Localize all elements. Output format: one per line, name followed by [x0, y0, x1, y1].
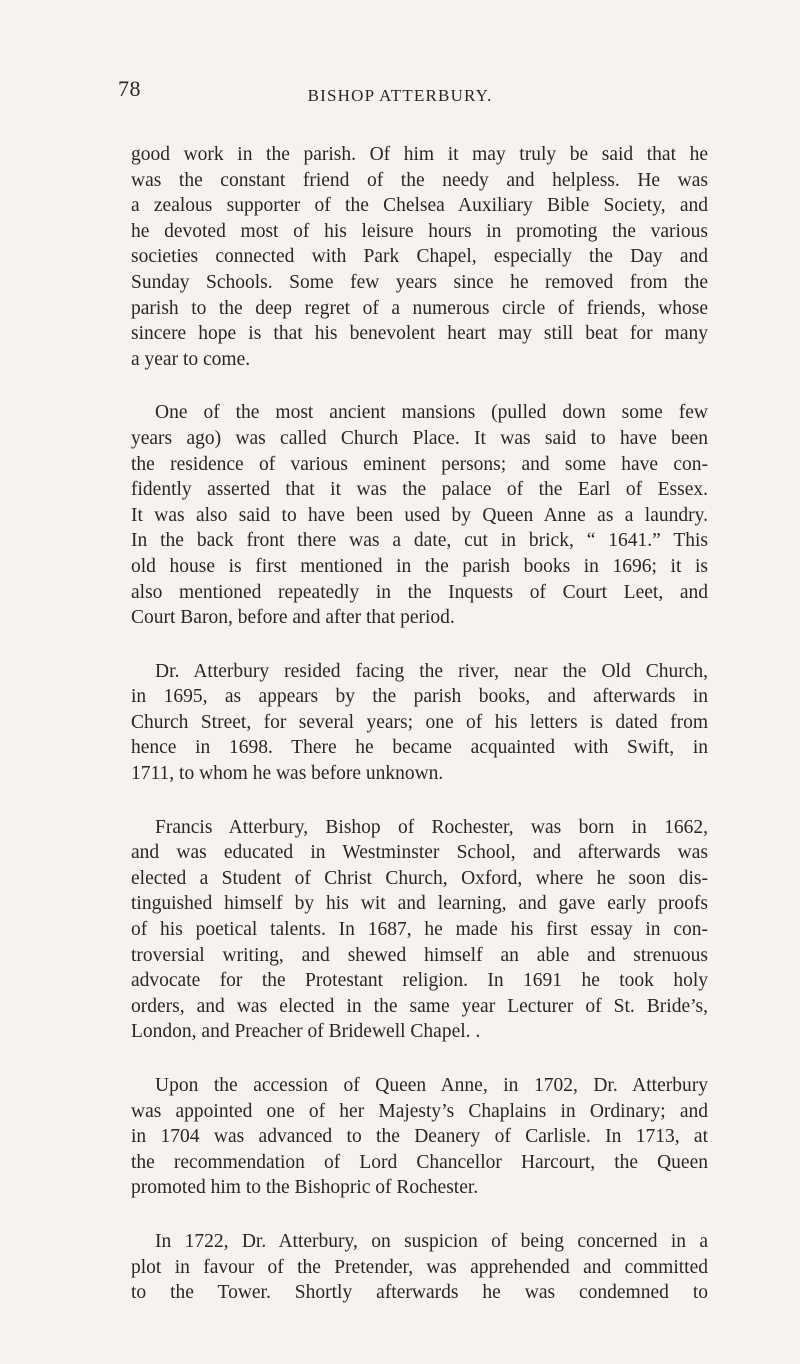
text-line: the recommendation of Lord Chancellor Harcourt, the Queen [131, 1151, 708, 1173]
text-line: One of the most ancient mansions (pulled down some few [155, 402, 708, 424]
text-line: in 1695, as appears by the parish books, and afterwards in [131, 686, 708, 708]
paragraph-2 [131, 400, 708, 630]
paragraph-5 [131, 1073, 708, 1201]
text-line: good work in the parish. Of him it may truly be said that he [131, 144, 708, 165]
text-line: years ago) was called Church Place. It was said to have been [131, 427, 708, 449]
text-line: Church Street, for several years; one of his letters is dated from [131, 711, 708, 733]
text-line: societies connected with Park Chapel, especially the Day and [131, 246, 708, 268]
text-line: sincere hope is that his benevolent heart may still beat for many [131, 323, 708, 345]
text-line: advocate for the Protestant religion. In 1691 he took holy [131, 970, 708, 992]
text-body [131, 142, 708, 1334]
text-line: fidently asserted that it was the palace of the Earl of Essex. [131, 479, 708, 501]
running-head: BISHOP ATTERBURY. [307, 86, 493, 105]
page-number: 78 [118, 76, 141, 101]
text-line: Sunday Schools. Some few years since he removed from the [131, 271, 708, 293]
text-line: London, and Preacher of Bridewell Chapel. . [131, 1021, 481, 1043]
text-line: Court Baron, before and after that period. [131, 607, 455, 629]
text-line: in 1704 was advanced to the Deanery of Carlisle. In 1713, at [131, 1126, 708, 1148]
text-line: a zealous supporter of the Chelsea Auxiliary Bible Society, and [131, 195, 708, 217]
text-line: and was educated in Westminster School, and afterwards was [131, 842, 708, 864]
text-line: 1711, to whom he was before unknown. [131, 763, 444, 785]
paragraph-1 [131, 142, 708, 372]
text-line: In the back front there was a date, cut in brick, “ 1641.” This [131, 530, 708, 552]
text-line: of his poetical talents. In 1687, he made his first essay in con- [131, 919, 708, 941]
paragraph-6 [131, 1229, 708, 1306]
text-line: the residence of various eminent persons; and some have con- [131, 453, 708, 475]
text-line: a year to come. [131, 348, 251, 370]
text-line: hence in 1698. There he became acquainted with Swift, in [131, 737, 708, 759]
text-line: also mentioned repeatedly in the Inquests of Court Leet, and [131, 581, 708, 603]
text-line: parish to the deep regret of a numerous circle of friends, whose [131, 297, 708, 319]
text-line: he devoted most of his leisure hours in promoting the various [131, 220, 708, 242]
text-line: Upon the accession of Queen Anne, in 1702, Dr. Atterbury [155, 1075, 708, 1096]
text-line: Dr. Atterbury resided facing the river, near the Old Church, [155, 660, 708, 682]
text-line: elected a Student of Christ Church, Oxford, where he soon dis- [131, 867, 708, 889]
text-line: promoted him to the Bishopric of Rochester. [131, 1177, 479, 1199]
paragraph-3 [131, 659, 708, 787]
text-line: tinguished himself by his wit and learning, and gave early proofs [131, 893, 708, 915]
text-line: Francis Atterbury, Bishop of Rochester, was born in 1662, [155, 816, 708, 838]
text-line: troversial writing, and shewed himself an able and strenuous [131, 944, 708, 966]
text-line: was the constant friend of the needy and helpless. He was [131, 169, 708, 191]
text-line: was appointed one of her Majesty’s Chaplains in Ordinary; and [131, 1100, 708, 1122]
paragraph-4 [131, 815, 708, 1045]
text-line: In 1722, Dr. Atterbury, on suspicion of being concerned in a [155, 1230, 708, 1252]
text-line: plot in favour of the Pretender, was apprehended and committed [131, 1256, 708, 1278]
text-line: to the Tower. Shortly afterwards he was condemned to [131, 1282, 708, 1304]
text-line: orders, and was elected in the same year Lecturer of St. Bride’s, [131, 995, 708, 1017]
text-line: old house is first mentioned in the parish books in 1696; it is [131, 555, 708, 577]
text-line: It was also said to have been used by Queen Anne as a laundry. [131, 504, 708, 526]
